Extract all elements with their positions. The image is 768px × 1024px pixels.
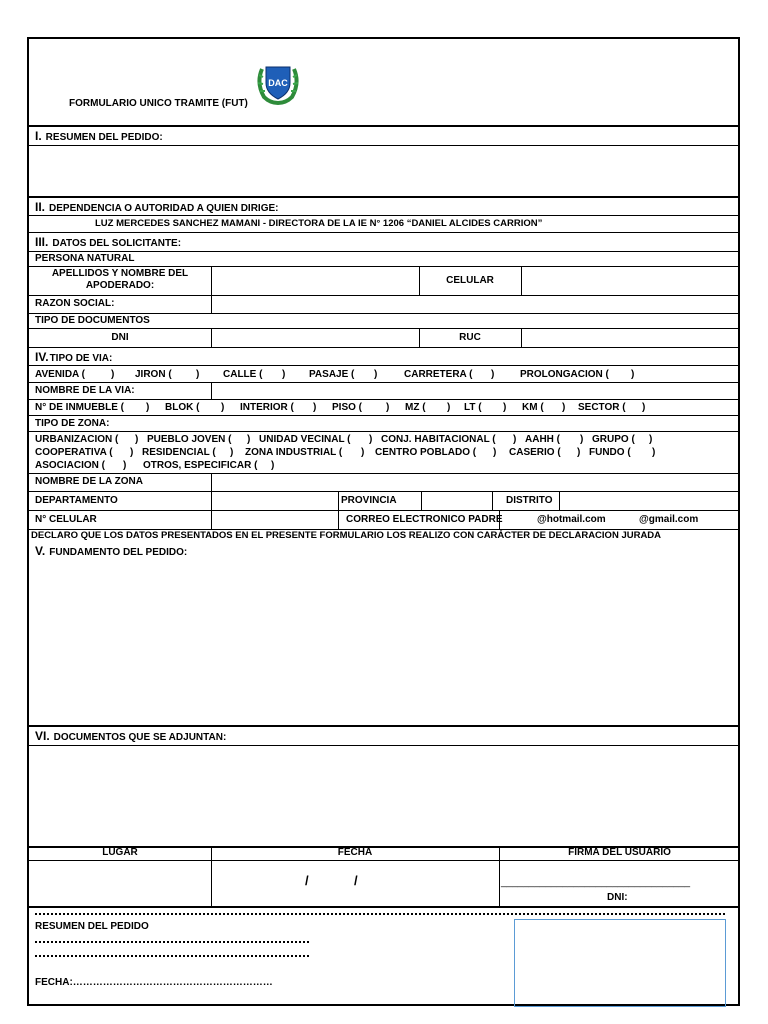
section-5-header: V. FUNDAMENTO DEL PEDIDO: <box>35 544 188 558</box>
talon-resumen-line-2 <box>35 955 309 957</box>
section-4-header: IV.TIPO DE VIA: <box>35 350 113 364</box>
laurel-crest-icon <box>254 59 302 105</box>
ruc-label: RUC <box>459 332 481 343</box>
otros-option[interactable]: OTROS, ESPECIFICAR ( <box>143 460 258 471</box>
dni-field[interactable] <box>212 329 419 347</box>
aahh-option[interactable]: AAHH ( <box>525 434 560 445</box>
pueblo-joven-option[interactable]: PUEBLO JOVEN ( <box>147 434 232 445</box>
celular-field[interactable] <box>522 267 740 295</box>
zona-industrial-option[interactable]: ZONA INDUSTRIAL ( <box>245 447 343 458</box>
talon-cut-line <box>35 913 725 915</box>
section-2-header: II. DEPENDENCIA O AUTORIDAD A QUIEN DIRIGE: <box>35 200 279 214</box>
persona-natural-label: PERSONA NATURAL <box>35 253 135 264</box>
nombre-via-label: NOMBRE DE LA VIA: <box>35 385 135 396</box>
n-celular-label: N° CELULAR <box>35 514 97 525</box>
addressee-text: LUZ MERCEDES SANCHEZ MAMANI - DIRECTORA DE LA IE N° 1206 “DANIEL ALCIDES CARRION” <box>95 218 543 229</box>
section-1-header: I. RESUMEN DEL PEDIDO: <box>35 129 163 143</box>
carretera-option[interactable]: CARRETERA ( <box>404 369 473 380</box>
firma-usuario-label: FIRMA DEL USUARIO <box>568 847 671 858</box>
resumen-pedido-field[interactable] <box>29 146 738 196</box>
ruc-field[interactable] <box>522 329 740 347</box>
blok-option[interactable]: BLOK ( <box>165 402 200 413</box>
dni-label: DNI <box>111 332 129 343</box>
razon-social-field[interactable] <box>212 296 740 313</box>
calle-option[interactable]: CALLE ( <box>223 369 263 380</box>
piso-option[interactable]: PISO ( <box>332 402 363 413</box>
fundamento-field[interactable] <box>29 559 738 724</box>
hotmail-domain[interactable]: @hotmail.com <box>537 514 606 525</box>
n-celular-field[interactable] <box>212 511 338 528</box>
mz-option[interactable]: MZ ( <box>405 402 426 413</box>
gmail-domain[interactable]: @gmail.com <box>639 514 699 525</box>
lt-option[interactable]: LT ( <box>464 402 482 413</box>
distrito-label: DISTRITO <box>506 495 553 506</box>
asociacion-option[interactable]: ASOCIACION ( <box>35 460 105 471</box>
correo-label: CORREO ELECTRONICO PADRE <box>346 514 503 525</box>
km-option[interactable]: KM ( <box>522 402 544 413</box>
cooperativa-option[interactable]: COOPERATIVA ( <box>35 447 113 458</box>
firma-dni-label: DNI: <box>607 892 628 903</box>
fecha-slash-1: / <box>305 873 309 888</box>
caserio-option[interactable]: CASERIO ( <box>509 447 561 458</box>
school-logo <box>254 59 302 105</box>
fundo-option[interactable]: FUNDO ( <box>589 447 631 458</box>
svg-text:DAC: DAC <box>268 78 288 88</box>
sector-option[interactable]: SECTOR ( <box>578 402 626 413</box>
signature-line[interactable]: __________________________________ <box>501 877 691 888</box>
departamento-field[interactable] <box>212 492 338 509</box>
distrito-field[interactable] <box>560 492 740 509</box>
tipo-zona-label: TIPO DE ZONA: <box>35 418 110 429</box>
nombre-zona-label: NOMBRE DE LA ZONA <box>35 476 143 487</box>
conj-habitacional-option[interactable]: CONJ. HABITACIONAL ( <box>381 434 496 445</box>
provincia-label: PROVINCIA <box>341 495 397 506</box>
avenida-option[interactable]: AVENIDA ( <box>35 369 85 380</box>
urbanizacion-option[interactable]: URBANIZACION ( <box>35 434 119 445</box>
departamento-label: DEPARTAMENTO <box>35 495 118 506</box>
talon-resumen-label: RESUMEN DEL PEDIDO <box>35 921 149 932</box>
talon-fecha: FECHA:…………………………………………………… <box>35 977 273 988</box>
celular-label: CELULAR <box>446 275 494 286</box>
interior-option[interactable]: INTERIOR ( <box>240 402 294 413</box>
receipt-stamp-box <box>514 919 726 1007</box>
fut-form: DAC FORMULARIO UNICO TRAMITE (FUT) I. RESUMEN DEL PEDIDO: II. DEPENDENCIA O AUTORIDAD A QUIEN DIRIGE: LUZ MERCEDES SANCHEZ MAMANI - DIRECTORA DE LA IE N° 1206 “DANIEL ALCIDES CARRION” III. DATOS DEL SOLICITANTE: PERSONA NATURAL APELLIDOS Y NOMBRE DEL APODERADO: CELULAR RAZON SOCIAL: TIPO DE DOCUMENTOS DNI RUC IV.TIPO DE VIA: AVENIDA ( ) JIRON ( ) CALLE ( ) PASAJE ( ) CARRETERA ( ) PROLONGACION ( ) NOMBRE DE LA VIA: N° DE INMUEBLE ( ) BLOK ( ) INTERIOR ( ) PISO ( ) MZ ( ) LT ( ) KM ( ) SECTOR ( ) TIPO DE ZONA: URBANIZACION ( ) PUEBLO JOVEN ( ) UNIDAD VECINAL ( ) CONJ. HABITACIONAL ( ) AAHH ( ) GRUPO ( ) COOPERATIVA ( ) RESIDENCIAL ( ) ZONA INDUSTRIAL ( ) CENTRO POBLADO ( ) CASERIO ( ) FUNDO ( ) ASOCIACION ( ) OTROS, ESPECIFICAR ( ) NOMBRE DE LA ZONA DEPARTAMENTO PROVINCIA DISTRITO N° CELULAR CORREO ELECTRONICO PADRE @hotmail.com @gmail.com DECLARO QUE LOS DATOS PRESENTADOS EN EL PRESENTE FORMULARIO LOS REALIZO CON CARÁCTER DE DECLARACION JURADA V. FUNDAMENTO DEL PEDIDO: VI. DOCUMENTOS QUE SE ADJUNTAN: LUGAR FECHA FIRMA DEL USUARIO / / __________________________________ DNI: RESUMEN DEL PEDIDO FECHA:…………………………………………………… <box>27 37 740 1006</box>
provincia-field[interactable] <box>422 492 492 509</box>
documentos-field[interactable] <box>29 746 738 846</box>
nombre-zona-field[interactable] <box>212 474 740 491</box>
apellidos-label: APELLIDOS Y NOMBRE DEL APODERADO: <box>51 268 189 291</box>
prolongacion-option[interactable]: PROLONGACION ( <box>520 369 609 380</box>
apellidos-field[interactable] <box>212 267 419 295</box>
section-6-header: VI. DOCUMENTOS QUE SE ADJUNTAN: <box>35 729 227 743</box>
fecha-label: FECHA <box>337 847 373 858</box>
form-title: FORMULARIO UNICO TRAMITE (FUT) <box>69 98 248 109</box>
pasaje-option[interactable]: PASAJE ( <box>309 369 355 380</box>
section-3-header: III. DATOS DEL SOLICITANTE: <box>35 235 182 249</box>
grupo-option[interactable]: GRUPO ( <box>592 434 635 445</box>
centro-poblado-option[interactable]: CENTRO POBLADO ( <box>375 447 477 458</box>
lugar-label: LUGAR <box>102 847 138 858</box>
residencial-option[interactable]: RESIDENCIAL ( <box>142 447 216 458</box>
jiron-option[interactable]: JIRON ( <box>135 369 172 380</box>
tipo-documentos-label: TIPO DE DOCUMENTOS <box>35 315 150 326</box>
lugar-field[interactable] <box>29 861 211 906</box>
unidad-vecinal-option[interactable]: UNIDAD VECINAL ( <box>259 434 351 445</box>
razon-social-label: RAZON SOCIAL: <box>35 298 115 309</box>
nombre-via-field[interactable] <box>212 383 740 399</box>
talon-resumen-line-1 <box>35 941 309 943</box>
inmueble-option[interactable]: N° DE INMUEBLE ( <box>35 402 124 413</box>
fecha-slash-2: / <box>354 873 358 888</box>
declaracion-text: DECLARO QUE LOS DATOS PRESENTADOS EN EL PRESENTE FORMULARIO LOS REALIZO CON CARÁCTER DE DECLARACION JURADA <box>31 530 662 541</box>
